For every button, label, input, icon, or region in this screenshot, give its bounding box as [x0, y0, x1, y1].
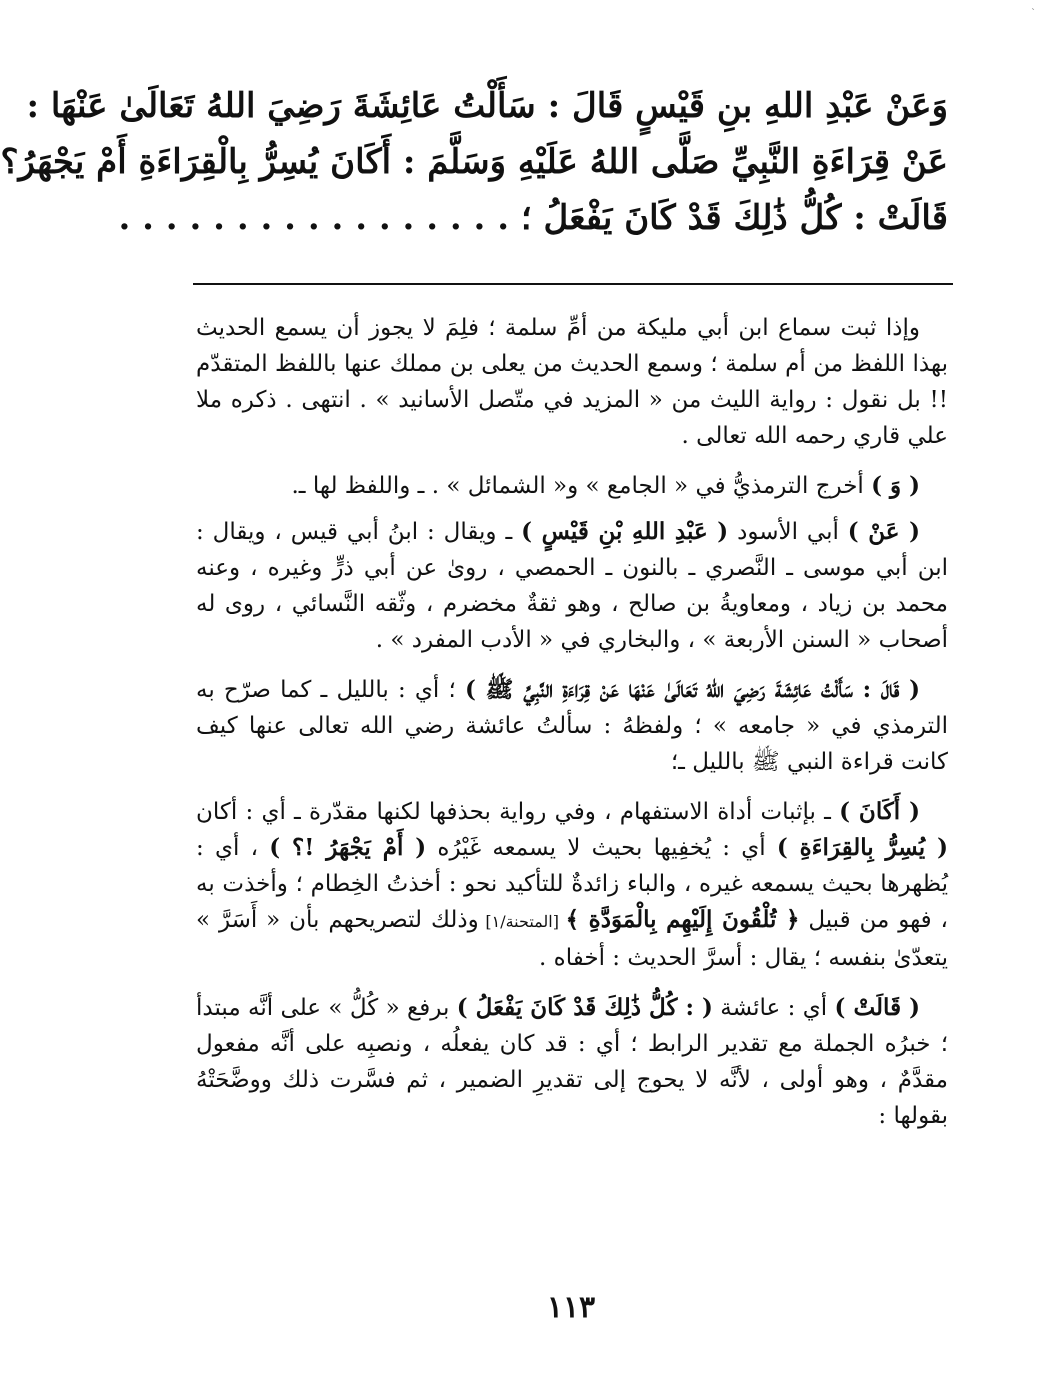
- corner-mark: ˋ: [1031, 8, 1036, 19]
- hadith-text: [0, 78, 948, 246]
- page-number: ١١٣: [546, 1290, 596, 1325]
- commentary-paragraph-1: [196, 310, 948, 454]
- commentary-text: أبي الأسود: [728, 519, 848, 545]
- commentary-text: وذلك لتصريحهم بأن « أَسَرَّ » يتعدّىٰ بنفسه ؛ يقال : أسرَّ الحديث : أخفاه .: [196, 907, 948, 971]
- commentary-text: ـ ويقال : ابنُ أبي قيس ، ويقال : ابن أبي موسى ـ النَّصري ـ بالنون ـ الحمصي ، روىٰ عن أبي ذرٍّ وغيره ، وعنه محمد بن زياد ، ومعاويةُ بن صالح ، وهو ثقةٌ مخضرم ، وثّقه النَّسائي ، روى له أصحاب « السنن الأربعة » ، والبخاري في « الأدب المفرد » .: [196, 519, 948, 653]
- footnote-separator: [193, 283, 953, 285]
- commentary-text: أخرج الترمذيُّ في « الجامع » و« الشمائل » . ـ واللفظ لها ـ.: [291, 473, 872, 499]
- hadith-line-1: وَعَنْ عَبْدِ اللهِ بنِ قَيْسٍ قَالَ : سَأَلْتُ عَائِشَةَ رَضِيَ اللهُ تَعَالَىٰ عَنْهَا :: [26, 86, 948, 126]
- commentary-paragraph-2: [196, 468, 948, 504]
- keyword: ( : كُلُّ ذَٰلِكَ قَدْ كَانَ يَفْعَلُ ): [456, 994, 713, 1021]
- keyword: ( قَالَ : سَأَلْتُ عَائِشَةَ رَضِيَ اللهُ تَعَالَىٰ عَنْهَا عَنْ قِرَاءَةِ النَّبِيِّ ﷺ ): [464, 676, 920, 703]
- commentary-text: وإذا ثبت سماع ابن أبي مليكة من أمِّ سلمة ؛ فلِمَ لا يجوز أن يسمع الحديث بهذا اللفظ من أم سلمة ؛ وسمع الحديث من يعلى بن مملك عنها باللفظ المتقدّم !! بل نقول : رواية الليث من « المزيد في متّصل الأسانيد » . انتهى . ذكره ملا علي قاري رحمه الله تعالى .: [196, 315, 948, 449]
- commentary-text: ، أي : يُظهرها بحيث يسمعه غيره ، والباء زائدةٌ للتأكيد نحو : أخذتُ الخِطام ؛ وأخذت به ، فهو من قبيل: [196, 835, 948, 933]
- commentary-paragraph-6: [196, 990, 948, 1134]
- commentary-paragraph-4: [196, 672, 948, 780]
- keyword: ( يُسِرُّ بِالقِرَاءَةِ ): [776, 834, 948, 861]
- keyword: ( عَنْ ): [847, 518, 920, 545]
- keyword: ( وَ ): [871, 472, 920, 499]
- quran-quote: ﴿ تُلْقُونَ إِلَيْهِم بِالْمَوَدَّةِ ﴾: [565, 906, 800, 933]
- commentary-paragraph-5: [196, 794, 948, 976]
- commentary-text: ؛ أي : بالليل ـ كما صرّح به الترمذي في « جامعه » ؛ ولفظهُ : سألتُ عائشة رضي الله تعالى عنها كيف كانت قراءة النبي ﷺ بالليل ـ؛: [196, 677, 948, 775]
- quran-reference: [المتحنة/١]: [478, 912, 566, 931]
- commentary-text: أي : عائشة: [712, 995, 835, 1021]
- commentary-paragraph-3: [196, 514, 948, 658]
- hadith-line-3: قَالَتْ : كُلُّ ذَٰلِكَ قَدْ كَانَ يَفْعَلُ ؛ . . . . . . . . . . . . . . . . .: [118, 198, 948, 238]
- narrator-name: ( عَبْدِ اللهِ بْنِ قَيْسٍ ): [521, 518, 729, 545]
- keyword: ( أَمْ يَجْهَرُ !؟ ): [269, 834, 427, 861]
- keyword: ( أَكَانَ ): [839, 798, 920, 825]
- hadith-line-2: عَنْ قِرَاءَةِ النَّبِيِّ صَلَّى اللهُ عَلَيْهِ وَسَلَّمَ : أَكَانَ يُسِرُّ بِالْقِرَاءَةِ أَمْ يَجْهَرُ؟: [0, 142, 948, 182]
- keyword: ( قَالَتْ ): [834, 994, 921, 1021]
- commentary-text: ـ بإثبات أداة الاستفهام ، وفي رواية بحذفها لكنها مقدّرة ـ أي : أكان: [196, 799, 840, 825]
- commentary-text: أي : يُخفِيها بحيث لا يسمعه غَيْرُه: [426, 835, 777, 861]
- commentary-text: برفع « كُلُّ » على أنَّه مبتدأ ؛ خبرُه الجملة مع تقدير الرابط ؛ أي : قد كان يفعلُه ، ونصبِه على أنَّه مفعول مقدَّمٌ ، وهو أولى ، لأنَّه لا يحوج إلى تقديرِ الضمير ، ثم فسَّرت ذلك ووضَّحَتْهُ بقولها :: [196, 995, 948, 1129]
- commentary: [196, 310, 948, 1148]
